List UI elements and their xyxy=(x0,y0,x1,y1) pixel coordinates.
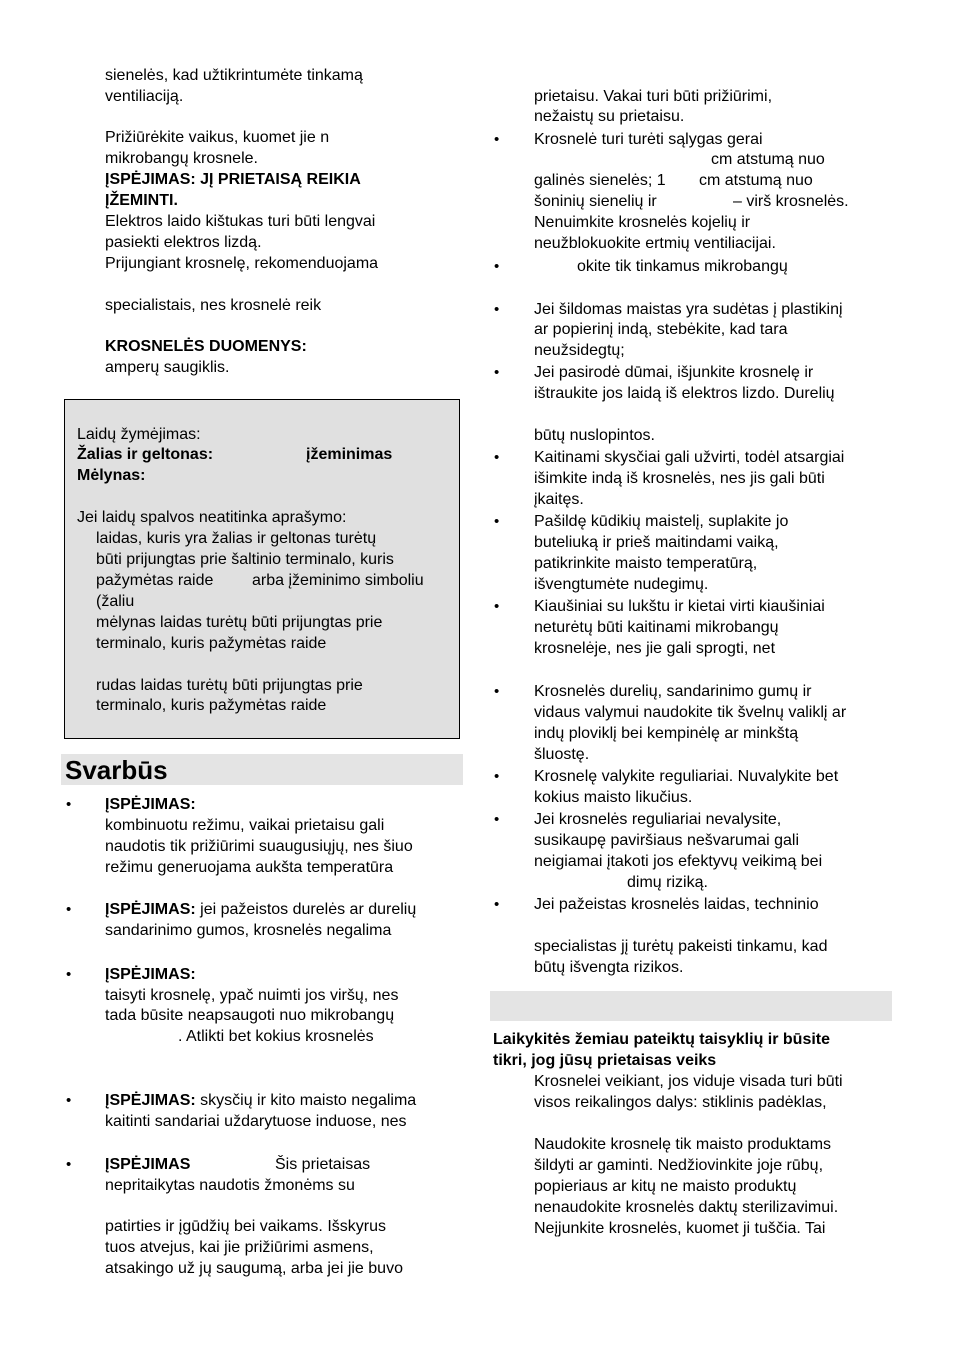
right-line-11: ar popierinį indą, stebėkite, kad tara xyxy=(534,321,788,338)
wiring-line-6: būti prijungtas prie šaltinio terminalo, kuris xyxy=(96,551,394,568)
left-line-9: pasiekti elektros lizdą. xyxy=(105,234,262,251)
right-line-15: būtų nuslopintos. xyxy=(534,427,655,444)
right-line-14: ištraukite jos laidą iš elektros lizdo. Durelių xyxy=(534,385,835,402)
warning-grounding-line-2: ĮŽEMINTI. xyxy=(105,192,178,209)
right-line-10: Jei šildomas maistas yra sudėtas į plastikinį xyxy=(534,301,843,318)
wiring-line-7a: pažymėtas raide xyxy=(96,572,214,589)
right-line-19: Pašildę kūdikių maistelį, suplakite jo xyxy=(534,513,789,530)
right-line-45: Neįjunkite krosnelės, kuomet ji tuščia. Tai xyxy=(534,1220,826,1237)
right-line-17: išimkite indą iš krosnelės, nes jis gali būti xyxy=(534,470,825,487)
right-line-9: okite tik tinkamus mikrobangų xyxy=(577,258,788,275)
right-line-22: išvengtumėte nudegimų. xyxy=(534,576,709,593)
right-line-2: nežaistų su prietaisu. xyxy=(534,108,685,125)
right-section-band xyxy=(490,991,892,1021)
right-line-5b: cm atstumą nuo xyxy=(699,172,813,189)
bullet: • xyxy=(66,966,72,983)
right-line-27: vidaus valymui naudokite tik švelnų valiklį ar xyxy=(534,704,847,721)
warning-4-line-2: kaitinti sandariai uždarytuose induose, nes xyxy=(105,1113,407,1130)
right-line-44: nenaudokite krosnelės daktų sterilizavimui. xyxy=(534,1199,839,1216)
wiring-line-12: terminalo, kuris pažymėtas raide xyxy=(96,697,327,714)
bullet: • xyxy=(494,811,500,828)
right-line-43: popieriaus ar kitų ne maisto produktų xyxy=(534,1178,797,1195)
bullet: • xyxy=(494,896,500,913)
right-line-20: buteliuką ir prieš maitindami vaiką, xyxy=(534,534,779,551)
right-line-7: Nenuimkite krosnelės kojelių ir xyxy=(534,214,751,231)
warning-5-label: ĮSPĖJIMAS xyxy=(105,1156,191,1173)
wiring-line-10: terminalo, kuris pažymėtas raide xyxy=(96,635,327,652)
warning-3-label: ĮSPĖJIMAS: xyxy=(105,966,196,983)
left-line-8: Elektros laido kištukas turi būti lengvai xyxy=(105,213,376,230)
wire-green-yellow-meaning: įžeminimas xyxy=(306,446,393,463)
right-line-24: neturėtų būti kaitinami mikrobangų xyxy=(534,619,779,636)
warning-5-tail: Šis prietaisas xyxy=(275,1156,371,1173)
wiring-line-5: laidas, kuris yra žalias ir geltonas turėtų xyxy=(96,530,377,547)
right-line-28: indų ploviklį bei kempinėlę ar minkštą xyxy=(534,725,799,742)
right-line-40: visos reikalingos dalys: stiklinis padėklas, xyxy=(534,1094,827,1111)
wire-green-yellow-label: Žalias ir geltonas: xyxy=(77,446,214,463)
warning-1-label: ĮSPĖJIMAS: xyxy=(105,796,196,813)
wiring-line-7b: arba įžeminimo simboliu xyxy=(252,572,424,589)
right-line-21: patikrinkite maisto temperatūrą, xyxy=(534,555,758,572)
right-line-5a: galinės sienelės; 1 xyxy=(534,172,666,189)
warning-1-line-2: naudotis tik prižiūrimi suaugusiųjų, nes šiuo xyxy=(105,838,413,855)
right-line-26: Krosnelės durelių, sandarinimo gumų ir xyxy=(534,683,812,700)
right-line-33: susikaupę paviršiaus nešvarumai gali xyxy=(534,832,800,849)
right-line-6b: – virš krosnelės. xyxy=(733,193,849,210)
bullet: • xyxy=(494,131,500,148)
wiring-line-11: rudas laidas turėtų būti prijungtas prie xyxy=(96,677,363,694)
section-title: Svarbūs xyxy=(65,755,168,785)
right-line-42: šildyti ar gaminti. Nedžiovinkite joje rūbų, xyxy=(534,1157,824,1174)
warning-grounding-line-1: ĮSPĖJIMAS: JĮ PRIETAISĄ REIKIA xyxy=(105,171,361,188)
wiring-line-8: (žaliu xyxy=(96,593,135,610)
wiring-title: Laidų žymėjimas: xyxy=(77,426,201,443)
right-line-25: krosnelėje, nes jie gali sprogti, net xyxy=(534,640,776,657)
left-line-4: Prižiūrėkite vaikus, kuomet jie n xyxy=(105,129,330,146)
right-line-1: prietaisu. Vakai turi būti prižiūrimi, xyxy=(534,88,773,105)
warning-4-line-1: ĮSPĖJIMAS: skysčių ir kito maisto negalima xyxy=(105,1092,417,1109)
right-heading-line-2: tikri, jog jūsų prietaisas veiks xyxy=(493,1052,717,1069)
bullet: • xyxy=(494,513,500,530)
right-line-36: Jei pažeistas krosnelės laidas, techninio xyxy=(534,896,819,913)
right-line-6a: šoninių sienelių ir xyxy=(534,193,657,210)
right-line-8: neužblokuokite ertmių ventiliacijai. xyxy=(534,235,776,252)
right-heading-line-1: Laikykitės žemiau pateiktų taisyklių ir būsite xyxy=(493,1031,831,1048)
right-line-13: Jei pasirodė dūmai, išjunkite krosnelę ir xyxy=(534,364,814,381)
oven-data-heading: KROSNELĖS DUOMENYS: xyxy=(105,338,307,355)
bullet: • xyxy=(66,796,72,813)
right-line-38: būtų išvengta rizikos. xyxy=(534,959,684,976)
warning-2-line-1: ĮSPĖJIMAS: jei pažeistos durelės ar durelių xyxy=(105,901,417,918)
right-line-16: Kaitinami skysčiai gali užvirti, todėl atsargiai xyxy=(534,449,845,466)
right-line-41: Naudokite krosnelę tik maisto produktams xyxy=(534,1136,832,1153)
bullet: • xyxy=(494,258,500,275)
wiring-line-9: mėlynas laidas turėtų būti prijungtas prie xyxy=(96,614,383,631)
warning-3-line-2: tada būsite neapsaugoti nuo mikrobangų xyxy=(105,1007,395,1024)
bullet: • xyxy=(66,1156,72,1173)
wire-blue-label: Mėlynas: xyxy=(77,467,146,484)
wiring-mismatch-intro: Jei laidų spalvos neatitinka aprašymo: xyxy=(77,509,347,526)
right-line-35: dimų riziką. xyxy=(627,874,708,891)
bullet: • xyxy=(494,449,500,466)
right-line-3: Krosnelė turi turėti sąlygas gerai xyxy=(534,131,763,148)
right-line-29: šluostę. xyxy=(534,746,590,763)
right-line-37: specialistas jį turėtų pakeisti tinkamu, kad xyxy=(534,938,828,955)
left-line-2: ventiliaciją. xyxy=(105,88,184,105)
right-line-32: Jei krosnelės reguliariai nevalysite, xyxy=(534,811,782,828)
left-line-5: mikrobangų krosnele. xyxy=(105,150,258,167)
left-line-10: Prijungiant krosnelę, rekomenduojama xyxy=(105,255,379,272)
right-line-31: kokius maisto likučius. xyxy=(534,789,693,806)
warning-5-line-4: atsakingo už jų saugumą, arba jei jie buvo xyxy=(105,1260,403,1277)
left-line-15: amperų saugiklis. xyxy=(105,359,230,376)
right-line-30: Krosnelę valykite reguliariai. Nuvalykite bet xyxy=(534,768,839,785)
bullet: • xyxy=(494,598,500,615)
warning-1-line-1: kombinuotu režimu, vaikai prietaisu gali xyxy=(105,817,385,834)
bullet: • xyxy=(494,683,500,700)
bullet: • xyxy=(66,901,72,918)
bullet: • xyxy=(494,768,500,785)
warning-5-line-3: tuos atvejus, kai jie prižiūrimi asmens, xyxy=(105,1239,374,1256)
warning-3-line-1: taisyti krosnelę, ypač nuimti jos viršų, nes xyxy=(105,987,399,1004)
warning-1-line-3: režimu generuojama aukšta temperatūra xyxy=(105,859,394,876)
left-line-1: sienelės, kad užtikrintumėte tinkamą xyxy=(105,67,363,84)
bullet: • xyxy=(66,1092,72,1109)
right-line-34: neigiamai įtakoti jos efektyvų veikimą bei xyxy=(534,853,823,870)
warning-5-line-1: nepritaikytas naudotis žmonėms su xyxy=(105,1177,355,1194)
warning-5-line-2: patirties ir įgūdžių bei vaikams. Išskyrus xyxy=(105,1218,386,1235)
bullet: • xyxy=(494,301,500,318)
right-line-12: neužsidegtų; xyxy=(534,342,625,359)
right-line-23: Kiaušiniai su lukštu ir kietai virti kiaušiniai xyxy=(534,598,825,615)
warning-3-line-3: . Atlikti bet kokius krosnelės xyxy=(178,1028,374,1045)
right-line-18: įkaitęs. xyxy=(534,491,584,508)
bullet: • xyxy=(494,364,500,381)
right-line-39: Krosnelei veikiant, jos viduje visada turi būti xyxy=(534,1073,843,1090)
left-line-12: specialistais, nes krosnelė reik xyxy=(105,297,322,314)
warning-2-line-2: sandarinimo gumos, krosnelės negalima xyxy=(105,922,392,939)
right-line-4: cm atstumą nuo xyxy=(711,151,825,168)
